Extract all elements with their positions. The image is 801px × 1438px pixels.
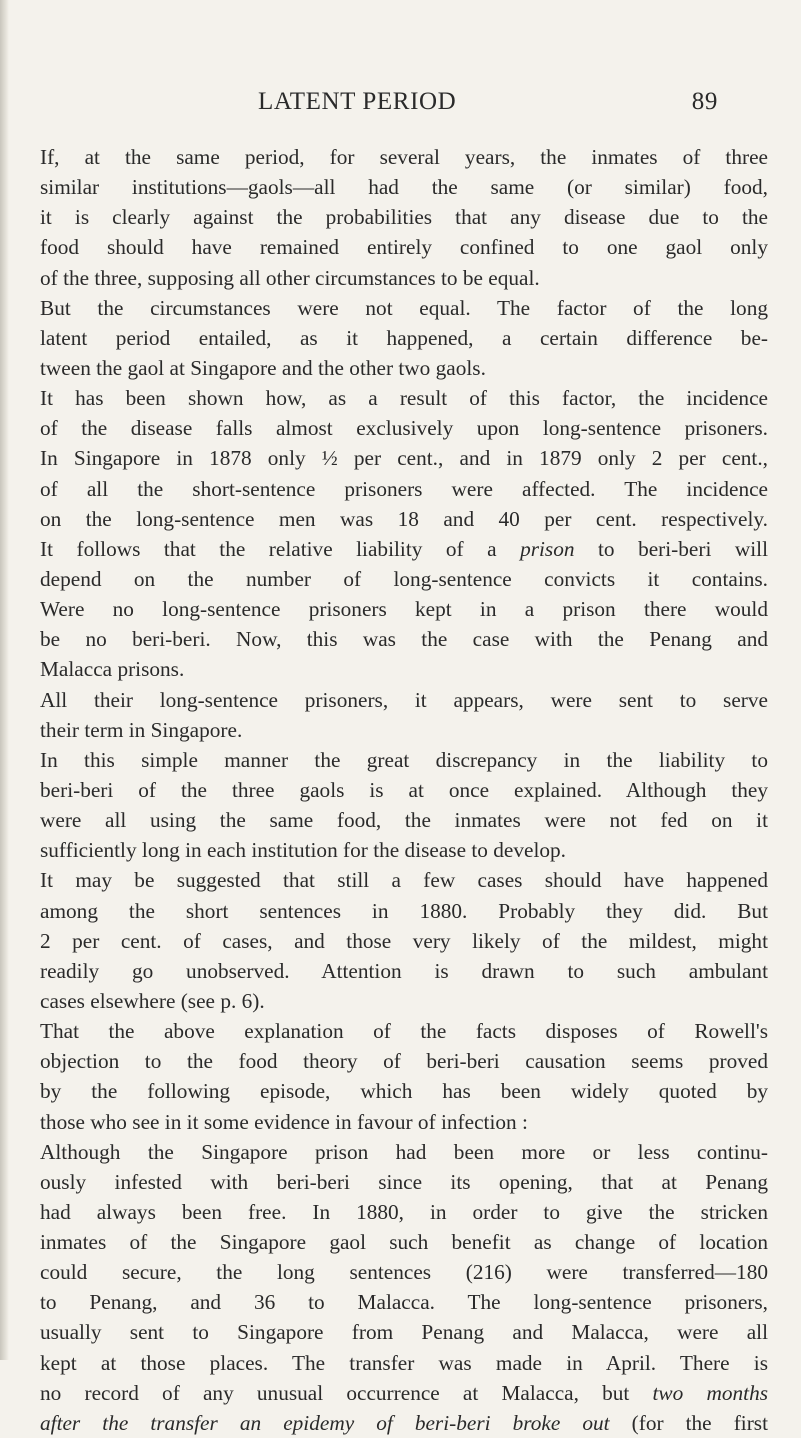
text-line: 2 per cent. of cases, and those very likely of the mildest, might [40, 928, 768, 953]
text-line: of the three, supposing all other circumstances to be equal. [40, 265, 540, 290]
text-line: be no beri-beri. Now, this was the case with the Penang and [40, 627, 768, 652]
text-line: Malacca prisons. [40, 657, 185, 682]
text-line: similar institutions—gaols—all had the same (or similar) food, [40, 175, 768, 200]
text-line: on the long-sentence men was 18 and 40 per cent. respectively. [40, 506, 768, 531]
running-header [258, 88, 718, 118]
italic-word: prison [520, 536, 575, 561]
text-line: It has been shown how, as a result of this factor, the incidence [40, 386, 768, 411]
text-line [40, 1408, 768, 1438]
text-line: were all using the same food, the inmates were not fed on it [40, 808, 768, 833]
running-head-title: LATENT PERIOD [258, 88, 457, 115]
text-line: food should have remained entirely confined to one gaol only [40, 235, 768, 260]
italic-phrase: two months [652, 1380, 769, 1405]
text-segment: no record of any unusual occurrence at Malacca, but [40, 1380, 630, 1405]
text-line: It may be suggested that still a few cases should have happened [40, 868, 768, 893]
text-segment: to beri-beri will [598, 536, 768, 561]
text-line: it is clearly against the probabilities that any disease due to the [40, 205, 768, 230]
text-line: of all the short-sentence prisoners were affected. The incidence [40, 476, 768, 501]
text-line: among the short sentences in 1880. Probably they did. But [40, 898, 768, 923]
body-text [40, 142, 768, 1438]
text-line: In Singapore in 1878 only ½ per cent., and in 1879 only 2 per cent., [40, 446, 768, 471]
text-line [40, 1378, 768, 1408]
text-line: usually sent to Singapore from Penang and Malacca, were all [40, 1320, 768, 1345]
text-line: ously infested with beri-beri since its opening, that at Penang [40, 1169, 768, 1194]
text-line: Although the Singapore prison had been more or less continu- [40, 1139, 768, 1164]
text-line: inmates of the Singapore gaol such benefit as change of location [40, 1230, 768, 1255]
text-line: latent period entailed, as it happened, a certain difference be- [40, 325, 768, 350]
text-line: had always been free. In 1880, in order to give the stricken [40, 1199, 768, 1224]
text-line: depend on the number of long-sentence convicts it contains. [40, 566, 768, 591]
text-line: could secure, the long sentences (216) were transferred—180 [40, 1260, 768, 1285]
text-line: Were no long-sentence prisoners kept in a prison there would [40, 597, 768, 622]
text-line: their term in Singapore. [40, 717, 243, 742]
text-line [40, 534, 768, 564]
text-line: beri-beri of the three gaols is at once explained. Although they [40, 777, 768, 802]
page-binding-edge [0, 0, 9, 1360]
text-line: kept at those places. The transfer was made in April. There is [40, 1350, 768, 1375]
text-line: But the circumstances were not equal. The factor of the long [40, 295, 768, 320]
text-line: cases elsewhere (see p. 6). [40, 988, 265, 1013]
text-line: tween the gaol at Singapore and the other two gaols. [40, 355, 486, 380]
text-line: That the above explanation of the facts disposes of Rowell's [40, 1019, 768, 1044]
text-line: If, at the same period, for several years, the inmates of three [40, 145, 768, 169]
text-line: objection to the food theory of beri-beri causation seems proved [40, 1049, 768, 1074]
text-segment: (for the first [631, 1410, 769, 1435]
text-line: In this simple manner the great discrepancy in the liability to [40, 747, 768, 772]
text-segment: It follows that the relative liability of a [40, 536, 497, 561]
italic-phrase: after the transfer an epidemy of beri-beri broke out [40, 1410, 610, 1435]
text-line: to Penang, and 36 to Malacca. The long-sentence prisoners, [40, 1290, 768, 1315]
text-line: sufficiently long in each institution for the disease to develop. [40, 838, 566, 863]
text-line: All their long-sentence prisoners, it appears, were sent to serve [40, 687, 768, 712]
page-number: 89 [691, 88, 718, 115]
text-line: by the following episode, which has been widely quoted by [40, 1079, 768, 1104]
text-line: readily go unobserved. Attention is drawn to such ambulant [40, 958, 768, 983]
text-line: of the disease falls almost exclusively upon long-sentence prisoners. [40, 416, 768, 441]
text-line: those who see in it some evidence in favour of infection : [40, 1109, 528, 1134]
